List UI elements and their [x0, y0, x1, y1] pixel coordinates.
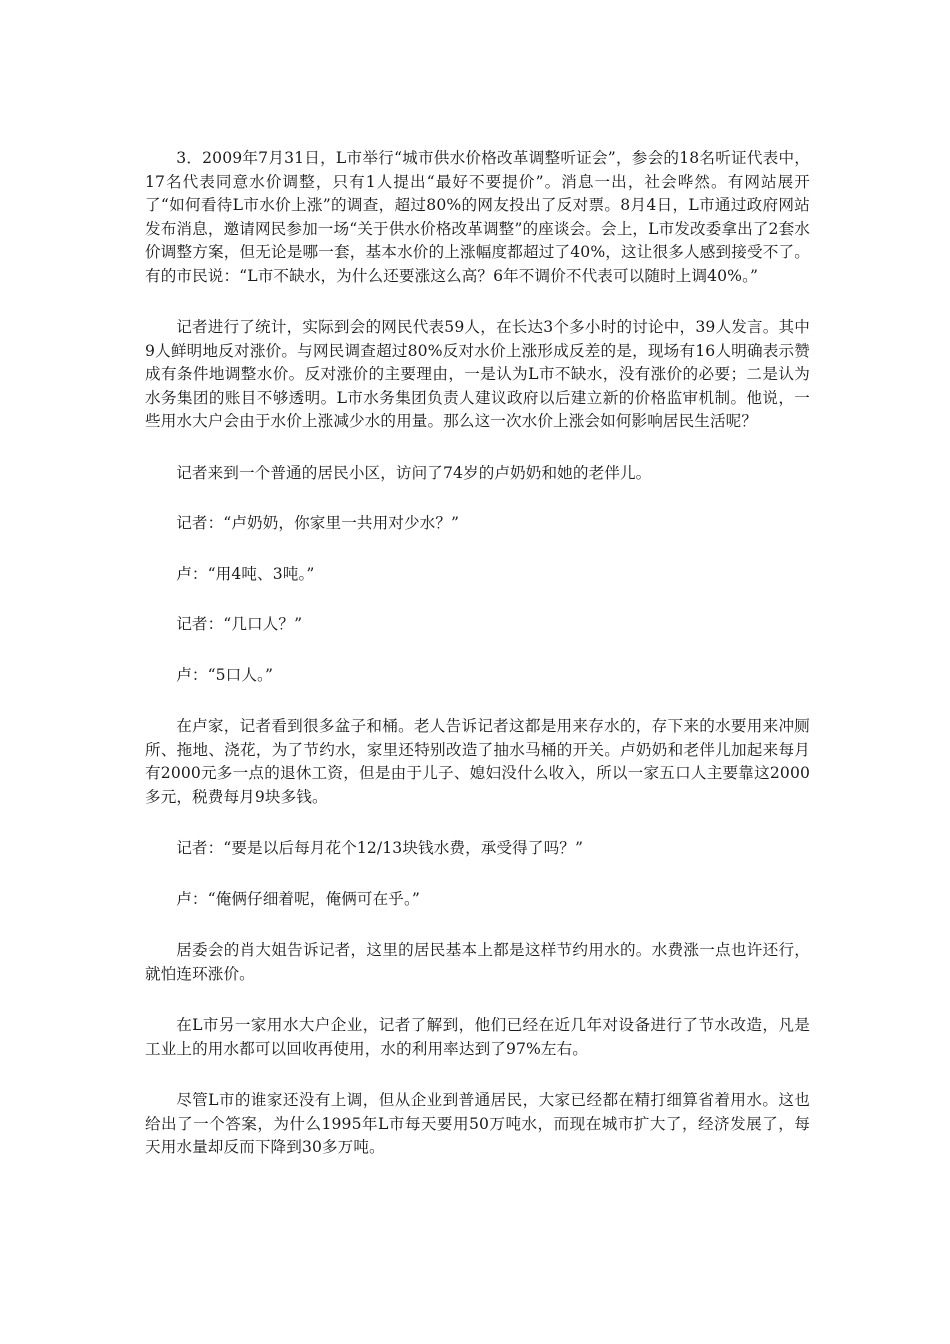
paragraph-gap: [145, 485, 810, 512]
document-body: [145, 147, 810, 1160]
paragraph-committee: 居委会的肖大姐告诉记者，这里的居民基本上都是这样节约用水的。水费涨一点也许还行，就怕连环涨价。: [145, 941, 810, 983]
paragraph-gap: [145, 986, 810, 1014]
paragraph-visit: 记者来到一个普通的居民小区，访问了74岁的卢奶奶和她的老伴儿。: [176, 463, 652, 482]
dialogue-line: 卢：“用4吨、3吨。”: [176, 564, 315, 583]
paragraph-gap: [145, 1061, 810, 1089]
paragraph-enterprise: 在L市另一家用水大户企业，记者了解到，他们已经在近几年对设备进行了节水改造，凡是工业上的用水都可以回收再使用，水的利用率达到了97%左右。: [145, 1016, 810, 1058]
paragraph-gap: [145, 536, 810, 563]
dialogue-line: 记者：“卢奶奶，你家里一共用对少水？”: [176, 514, 460, 532]
paragraph-gap: [145, 586, 810, 613]
dialogue-line: 卢：“5口人。”: [176, 665, 274, 684]
dialogue-line: 记者：“几口人？”: [176, 615, 303, 633]
paragraph-gap: [145, 911, 810, 939]
dialogue-line: 卢：“俺俩仔细着呢，俺俩可在乎。”: [176, 889, 420, 908]
paragraph-statistics: 记者进行了统计，实际到会的网民代表59人，在长达3个多小时的讨论中，39人发言。其中9人鲜明地反对涨价。与网民调查超过80%反对水价上涨形成反差的是，现场有16人明确表示赞成有条件地调整水价。反对涨价的主要理由，一是认为L市不缺水，没有涨价的必要；二是认为水务集团的账目不够透明。L市水务集团负责人建议政府以后建立新的价格监审机制。他说，一些用水大户会由于水价上涨减少水的用量。那么这一次水价上涨会如何影响居民生活呢？: [145, 318, 810, 430]
paragraph-gap: [145, 861, 810, 888]
paragraph-hearing: 3．2009年7月31日，L市举行“城市供水价格改革调整听证会”，参会的18名听证代表中，17名代表同意水价调整，只有1人提出“最好不要提价”。消息一出，社会哗然。有网站展开了“如何看待L市水价上涨”的调查，超过80%的网友投出了反对票。8月4日，L市通过政府网站发布消息，邀请网民参加一场“关于供水价格改革调整”的座谈会。会上，L市发改委拿出了2套水价调整方案，但无论是哪一套，基本水价的上涨幅度都超过了40%，这让很多人感到接受不了。有的市民说：“L市不缺水，为什么还要涨这么高？6年不调价不代表可以随时上调40%。”: [145, 149, 810, 285]
paragraph-gap: [145, 288, 810, 316]
paragraph-gap: [145, 637, 810, 664]
paragraph-gap: [145, 809, 810, 837]
paragraph-conclusion: 尽管L市的谁家还没有上调，但从企业到普通居民，大家已经都在精打细算省着用水。这也给出了一个答案，为什么1995年L市每天要用50万吨水，而现在城市扩大了，经济发展了，每天用水量却反而下降到30多万吨。: [145, 1091, 810, 1156]
paragraph-gap: [145, 434, 810, 462]
paragraph-gap: [145, 687, 810, 715]
paragraph-lu-family: 在卢家，记者看到很多盆子和桶。老人告诉记者这都是用来存水的，存下来的水要用来冲厕所、拖地、浇花，为了节约水，家里还特别改造了抽水马桶的开关。卢奶奶和老伴儿加起来每月有2000元多一点的退休工资，但是由于儿子、媳妇没什么收入，所以一家五口人主要靠这2000多元，税费每月9块多钱。: [145, 717, 810, 806]
dialogue-line: 记者：“要是以后每月花个12/13块钱水费，承受得了吗？”: [176, 839, 584, 857]
